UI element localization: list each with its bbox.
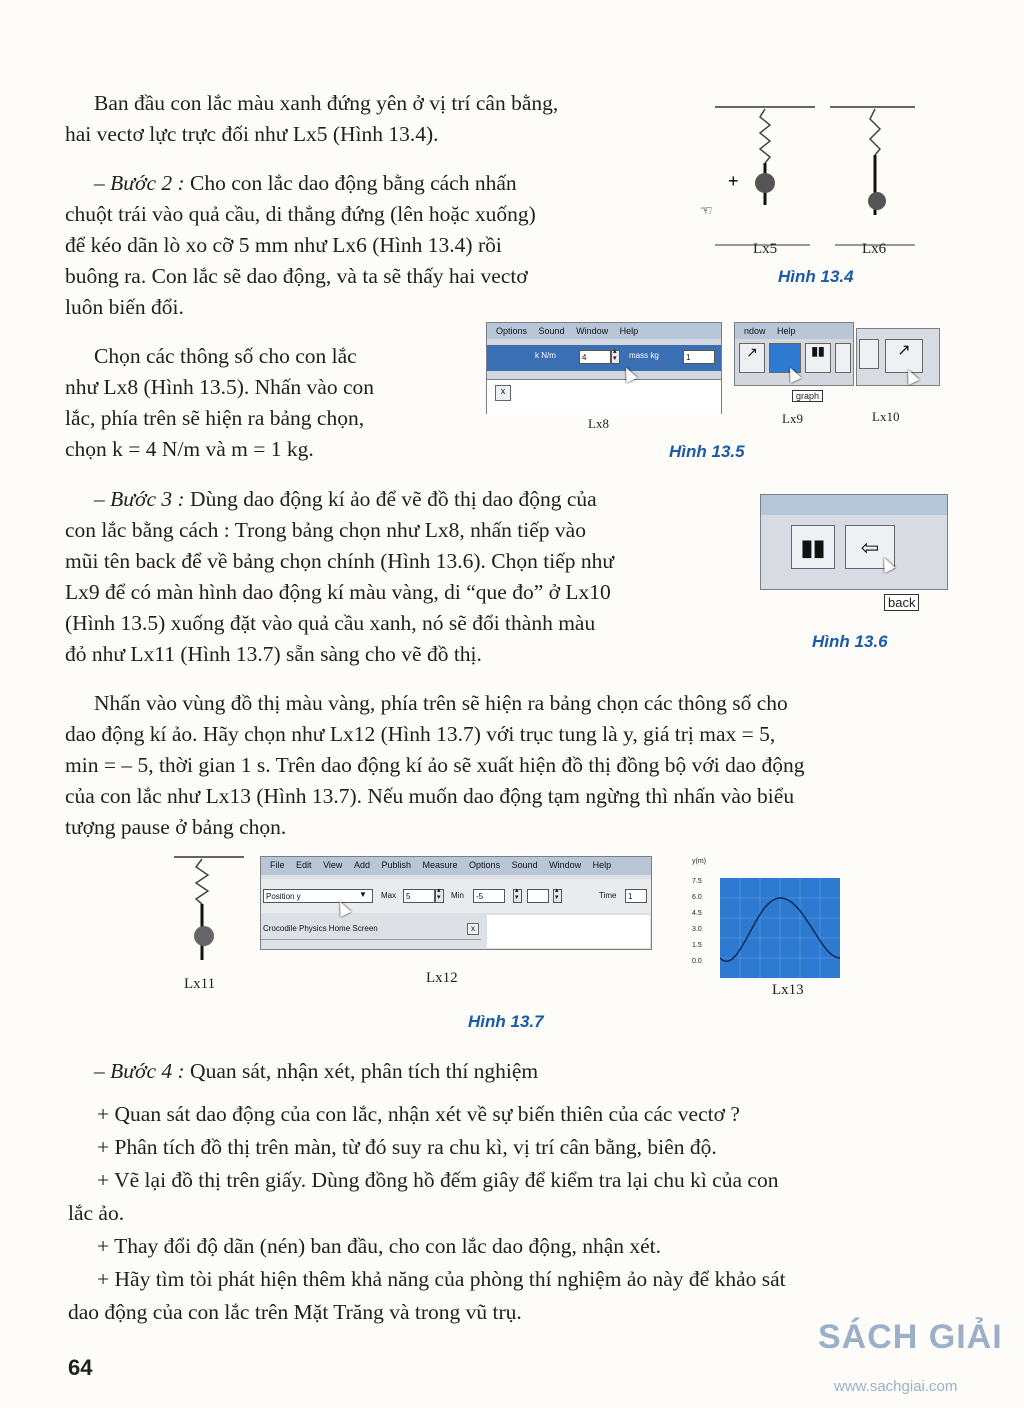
graph-tooltip: graph: [792, 390, 823, 402]
figure-13-5: [486, 322, 946, 467]
status-bar: Crocodile Physics Home Screen: [261, 919, 481, 940]
graph-ticks: [692, 874, 712, 970]
max-input[interactable]: 5: [403, 889, 435, 903]
caption-13-4: Hình 13.4: [778, 267, 854, 286]
text-line: [65, 484, 720, 515]
menu-item[interactable]: Publish: [381, 860, 411, 870]
text-line: Chọn các thông số cho con lắc: [94, 344, 357, 368]
menu-button[interactable]: [859, 339, 879, 369]
position-select[interactable]: Position y: [263, 889, 373, 903]
menu-item[interactable]: View: [323, 860, 343, 870]
lx9-window: [734, 322, 854, 386]
step-label: – Bước 4 :: [94, 1059, 185, 1083]
figure-13-6: [760, 494, 950, 664]
back-button[interactable]: ⇦: [845, 525, 895, 569]
lx8-window: [486, 322, 722, 414]
text-fragment: Cho con lắc dao động bằng cách nhấn: [190, 171, 517, 195]
oscilloscope-graph[interactable]: [720, 878, 840, 978]
label-lx8: Lx8: [588, 416, 609, 431]
paragraph-step-4: [65, 1056, 950, 1087]
paragraph-3: [65, 341, 435, 465]
probe-button[interactable]: ↗: [739, 343, 765, 373]
menu-bar[interactable]: [261, 857, 651, 875]
min-spinner[interactable]: [513, 889, 522, 903]
menu-bar[interactable]: [487, 323, 721, 339]
pause-button[interactable]: ▮▮: [791, 525, 835, 569]
text-line: đỏ như Lx11 (Hình 13.7) sẵn sàng cho vẽ đồ thị.: [65, 642, 482, 666]
text-line: như Lx8 (Hình 13.5). Nhấn vào con: [65, 375, 375, 399]
text-line: Ban đầu con lắc màu xanh đứng yên ở vị trí cân bằng,: [94, 91, 559, 115]
menu-item[interactable]: Edit: [296, 860, 312, 870]
figure-13-7: [172, 852, 852, 1037]
chevron-down-icon[interactable]: ▼: [359, 890, 367, 899]
menu-strip: [761, 495, 947, 515]
tick-label: 3.0: [692, 926, 702, 933]
menu-item[interactable]: Measure: [422, 860, 458, 870]
min-label: Min: [451, 891, 464, 900]
paragraph-5: [65, 688, 950, 843]
text-line: chọn k = 4 N/m và m = 1 kg.: [65, 437, 314, 461]
lx-back-window: [760, 494, 948, 590]
extra-input[interactable]: [527, 889, 549, 903]
caption-13-7: Hình 13.7: [468, 1012, 544, 1031]
text-line: dao động kí ảo. Hãy chọn như Lx12 (Hình 13.7) với trục tung là y, giá trị max = 5,: [65, 722, 776, 746]
tick-label: 4.5: [692, 910, 702, 917]
step-label: – Bước 3 :: [94, 487, 185, 511]
lower-panel: [487, 915, 650, 948]
text-line: (Hình 13.5) xuống đặt vào quả cầu xanh, nó sẽ đổi thành màu: [65, 611, 596, 635]
text-fragment: Dùng dao động kí ảo để vẽ đồ thị dao động của: [190, 487, 597, 511]
bullet-item: + Hãy tìm tòi phát hiện thêm khả năng của phòng thí nghiệm ảo này để khảo sát: [97, 1267, 786, 1291]
max-spinner[interactable]: [435, 889, 444, 903]
label-lx6: Lx6: [862, 241, 887, 257]
text-line: tượng pause ở bảng chọn.: [65, 815, 287, 839]
k-label: k N/m: [535, 351, 556, 360]
tick-label: 0.0: [692, 958, 702, 965]
text-line: của con lắc như Lx13 (Hình 13.7). Nếu muốn dao động tạm ngừng thì nhấn vào biểu: [65, 784, 795, 808]
min-input[interactable]: -5: [473, 889, 505, 903]
paragraph-step-3: [65, 484, 720, 670]
paragraph-step-2: [65, 168, 655, 323]
menu-item[interactable]: File: [270, 860, 285, 870]
pause-button[interactable]: ▮▮: [805, 343, 831, 373]
text-line: min = – 5, thời gian 1 s. Trên dao động kí ảo sẽ xuất hiện đồ thị đồng bộ với dao động: [65, 753, 805, 777]
text-line: con lắc bằng cách : Trong bảng chọn như Lx8, nhấn tiếp vào: [65, 518, 586, 542]
menu-item[interactable]: Window: [549, 860, 582, 870]
bullet-item: + Phân tích đồ thị trên màn, từ đó suy ra chu kì, vị trí cân bằng, biên độ.: [97, 1135, 717, 1159]
text-line: Lx9 để có màn hình dao động kí màu vàng, di “que đo” ở Lx10: [65, 580, 611, 604]
text-line: hai vectơ lực trực đối như Lx5 (Hình 13.4).: [65, 122, 439, 146]
tick-label: 7.5: [692, 878, 702, 885]
menu-item[interactable]: Sound: [511, 860, 538, 870]
watermark-url: www.sachgiai.com: [834, 1378, 958, 1395]
figure-13-4: [690, 95, 930, 295]
menu-item[interactable]: Help: [619, 326, 639, 336]
menu-item[interactable]: Sound: [538, 326, 565, 336]
graph-header: y(m): [692, 858, 706, 865]
menu-item[interactable]: ndow: [744, 326, 766, 336]
caption-13-6: Hình 13.6: [812, 632, 888, 651]
label-lx9: Lx9: [782, 411, 803, 426]
menu-bar[interactable]: [735, 323, 853, 339]
menu-item[interactable]: Options: [469, 860, 501, 870]
max-label: Max: [381, 891, 397, 900]
k-input[interactable]: 4: [579, 350, 611, 364]
time-label: Time: [599, 891, 617, 900]
bullet-list: [68, 1098, 950, 1329]
text-line: chuột trái vào quả cầu, di thẳng đứng (lên hoặc xuống): [65, 202, 536, 226]
tick-label: 6.0: [692, 894, 702, 901]
page-number: 64: [68, 1355, 93, 1380]
time-input[interactable]: 1: [625, 889, 647, 903]
text-line: [65, 1056, 950, 1087]
paragraph-1: [65, 88, 655, 150]
menu-button[interactable]: [835, 343, 851, 373]
watermark-logo: SÁCH GIẢI: [818, 1318, 1003, 1356]
menu-item[interactable]: Options: [496, 326, 528, 336]
text-line: Nhấn vào vùng đồ thị màu vàng, phía trên sẽ hiện ra bảng chọn các thông số cho: [94, 691, 788, 715]
tick-label: 1.5: [692, 942, 702, 949]
lx10-window: [856, 328, 940, 386]
svg-text:☜: ☜: [700, 202, 713, 218]
lower-panel: [487, 379, 721, 414]
caption-13-5: Hình 13.5: [669, 442, 745, 461]
text-line: luôn biến đổi.: [65, 295, 184, 319]
text-line: [65, 168, 655, 199]
text-fragment: Quan sát, nhận xét, phân tích thí nghiệm: [190, 1059, 539, 1083]
menu-item[interactable]: Add: [353, 860, 370, 870]
bullet-item: + Vẽ lại đồ thị trên giấy. Dùng đồng hồ đếm giây để kiểm tra lại chu kì của con: [97, 1168, 779, 1192]
menu-item[interactable]: Window: [576, 326, 609, 336]
label-lx5: Lx5: [753, 241, 778, 257]
step-label: – Bước 2 :: [94, 171, 185, 195]
text-line: để kéo dãn lò xo cỡ 5 mm như Lx6 (Hình 13.4) rồi: [65, 233, 502, 257]
bullet-item-continuation: dao động của con lắc trên Mặt Trăng và trong vũ trụ.: [68, 1300, 522, 1324]
close-button[interactable]: x: [495, 385, 511, 401]
extra-spinner[interactable]: [553, 889, 562, 903]
k-spinner[interactable]: [611, 350, 620, 364]
label-lx13: Lx13: [772, 982, 804, 998]
label-lx10: Lx10: [872, 409, 900, 424]
lx12-window: [260, 856, 652, 950]
m-label: mass kg: [629, 351, 659, 360]
text-line: lắc, phía trên sẽ hiện ra bảng chọn,: [65, 406, 365, 430]
menu-item[interactable]: Help: [592, 860, 612, 870]
label-lx11: Lx11: [184, 976, 216, 992]
probe-button[interactable]: ↗: [885, 339, 923, 373]
spring-pendulum-lx11: [172, 852, 252, 972]
back-tooltip: back: [884, 594, 919, 611]
bullet-item: + Quan sát dao động của con lắc, nhận xét về sự biến thiên của các vectơ ?: [97, 1102, 740, 1126]
bullet-item: + Thay đổi độ dãn (nén) ban đầu, cho con lắc dao động, nhận xét.: [97, 1234, 661, 1258]
close-button[interactable]: x: [467, 923, 479, 935]
text-line: buông ra. Con lắc sẽ dao động, và ta sẽ thấy hai vectơ: [65, 264, 528, 288]
text-line: mũi tên back để về bảng chọn chính (Hình 13.6). Chọn tiếp như: [65, 549, 615, 573]
menu-item[interactable]: Help: [777, 326, 796, 336]
label-lx12: Lx12: [426, 970, 458, 986]
spring-pendulum-illustration: [690, 95, 930, 265]
mass-input[interactable]: 1: [683, 350, 715, 364]
svg-text:+: +: [728, 171, 739, 191]
bullet-item-continuation: lắc ảo.: [68, 1201, 125, 1225]
